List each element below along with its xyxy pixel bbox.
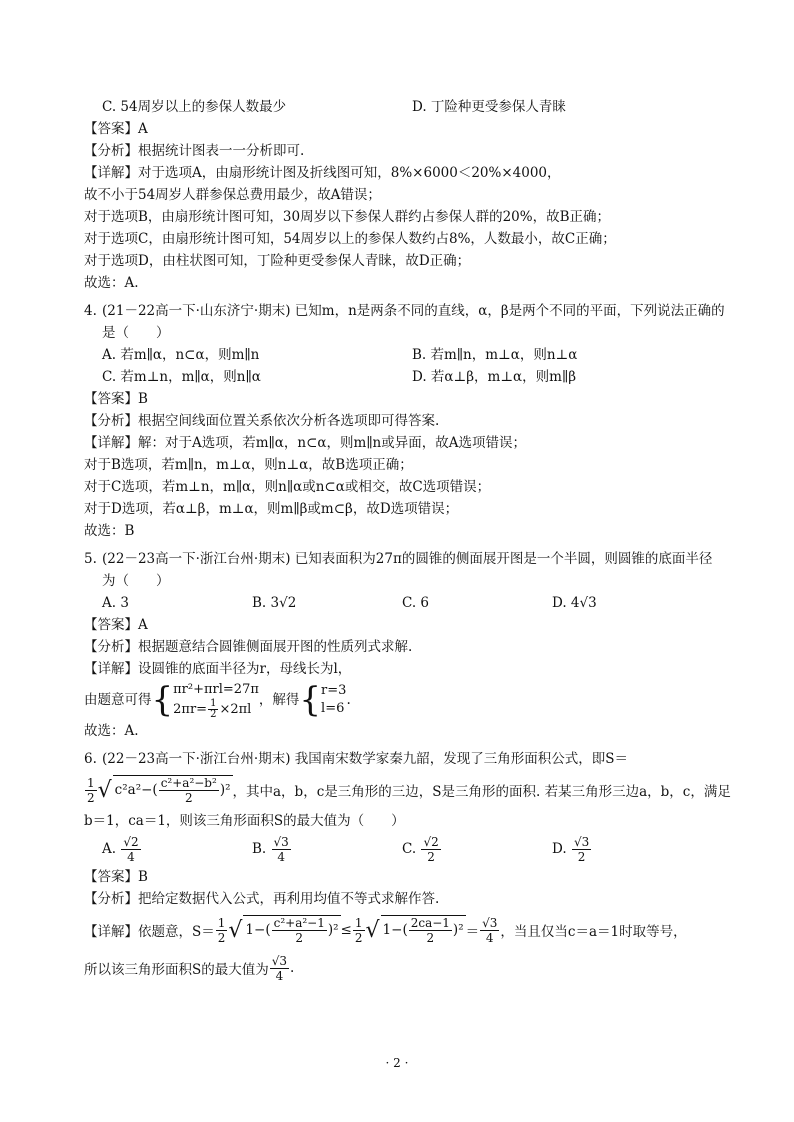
question-stem: 为（ ） [102,573,170,589]
formula-radical: c²a²−( $\frac{\text{c²+a²−b²}}{2}$ )² [114,776,231,805]
q5-choice: 故选：A. [84,723,139,739]
q4-detail-line: 对于C选项，若m⊥n，m∥α，则n∥α或n⊂α或相交，故C选项错误； [84,479,491,495]
question-number: 6. [84,751,97,767]
q6-detail-formula: 【详解】依题意，S＝ $\frac{1}{2}$ √ 1−( $\frac{\text{c²+a²−1}}{2}$ )² ≤ $\frac{1}{2}$ √ 1−( $\frac{2ca-1}{2}$ )² ＝ $\frac{√3}{4}$ ，当且仅当c＝a＝1时取等号， [84,915,687,945]
option-a: A. $\frac{√2}{4}$ [102,834,139,864]
q4-analysis: 【分析】根据空间线面位置关系依次分析各选项即可得答案. [84,413,440,429]
options-row [102,344,725,366]
q6-conclusion: 所以该三角形面积S的最大值为 $\frac{√3}{4}$ . [84,953,295,983]
option-c: C. 6 [402,595,430,611]
prev-detail-line: 对于选项D，由柱状图可知，丁险种更受参保人青睐，故D正确； [84,253,471,269]
question-stem: 是（ ） [102,325,170,341]
options-row [102,592,724,614]
prev-option-c: C. 54周岁以上的参保人数最少 [102,99,287,115]
q6-analysis: 【分析】把给定数据代入公式，再利用均值不等式求解作答. [84,891,440,907]
prev-options-cd [84,96,724,118]
question-5 [84,548,724,614]
option-c: C. $\frac{√2}{2}$ [402,834,439,864]
question-4 [84,300,724,388]
question-6 [84,748,724,770]
q6-answer: 【答案】B [84,869,148,885]
question-stem: (21－22高一下·山东济宁·期末) 已知m，n是两条不同的直线，α，β是两个不同的平面，下列说法正确的 [102,303,725,319]
page-number: · 2 · [385,1056,409,1070]
prev-option-d: D. 丁险种更受参保人青睐 [412,99,566,115]
question-stem: (22－23高一下·浙江台州·期末) 已知表面积为27π的圆锥的侧面展开图是一个半圆，则圆锥的底面半径 [102,551,713,567]
q4-detail-line: 故选：B [84,523,135,539]
prev-answer: 【答案】A [84,121,148,137]
option-b: B. 3√2 [252,595,297,611]
q5-answer: 【答案】A [84,617,148,633]
option-a: A. 若m∥α，n⊂α，则m∥n [102,347,260,363]
question-number: 4. [84,303,97,319]
prev-detail-line: 故不小于54周岁人群参保总费用最少，故A错误； [84,187,381,203]
q4-answer: 【答案】B [84,391,148,407]
prev-detail-line: 【详解】对于选项A，由扇形统计图及折线图可知，8%×6000＜20%×4000， [84,165,561,181]
q4-detail-line: 【详解】解：对于A选项，若m∥α，n⊂α，则m∥n或异面，故A选项错误； [84,435,527,451]
prev-detail-line: 对于选项C，由扇形统计图可知，54周岁以上的参保人数约占8%，人数最小，故C正确； [84,231,616,247]
q6-formula-line: $\frac{1}{2}$ √ c²a²−( $\frac{\text{c²+a²−b²}}{2}$ )² ，其中a，b，c是三角形的三边，S是三角形的面积. 若某三角形三边a，b，c，满足 [87,775,731,805]
option-c: C. 若m⊥n，m∥α，则n∥α [102,369,261,385]
q4-detail-line: 对于B选项，若m∥n，m⊥α，则n⊥α，故B选项正确； [84,457,413,473]
options-row [84,832,724,866]
option-b: B. 若m∥n，m⊥α，则n⊥α [412,347,578,363]
q4-detail-line: 对于D选项，若α⊥β，m⊥α，则m∥β或m⊂β，故D选项错误； [84,501,459,517]
page-content [84,96,731,986]
q5-analysis: 【分析】根据题意结合圆锥侧面展开图的性质列式求解. [84,639,413,655]
option-d: D. 4√3 [552,595,597,611]
prev-detail-line: 故选：A. [84,275,139,291]
q5-detail-line: 【详解】设圆锥的底面半径为r，母线长为l， [84,661,352,677]
option-d: D. $\frac{√3}{2}$ [552,834,590,864]
prev-detail-line: 对于选项B，由扇形统计图可知，30周岁以下参保人群约占参保人群的20%，故B正确； [84,209,611,225]
question-number: 5. [84,551,97,567]
option-d: D. 若α⊥β，m⊥α，则m∥β [412,369,576,385]
option-a: A. 3 [102,595,129,611]
prev-analysis: 【分析】根据统计图表一一分析即可. [84,143,305,159]
question-stem: b＝1，ca＝1，则该三角形面积S的最大值为（ ） [84,813,405,829]
question-stem: (22－23高一下·浙江台州·期末) 我国南宋数学家秦九韶，发现了三角形面积公式，即S＝ [102,751,629,767]
option-b: B. $\frac{√3}{4}$ [252,834,289,864]
options-row [102,366,725,388]
q5-equation-system: 由题意可得 { πr²+πrl=27π 2πr= $\frac{1}{2}$ ×2πl ，解得 { r=3 l=6 . [84,680,351,720]
